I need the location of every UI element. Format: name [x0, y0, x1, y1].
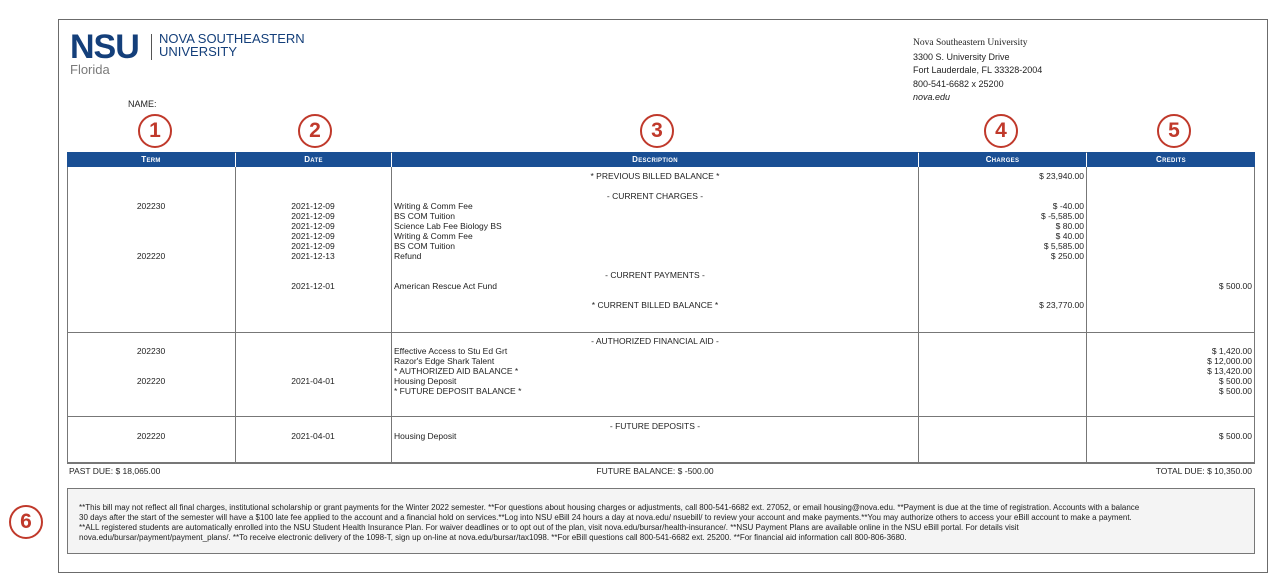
- address-line-2: 3300 S. University Drive: [913, 51, 1010, 62]
- aid-desc: Effective Access to Stu Ed Grt: [394, 346, 508, 356]
- charge-date: 2021-12-09: [291, 241, 335, 251]
- payment-date: 2021-12-01: [291, 281, 335, 291]
- charge-term: 202230: [136, 201, 166, 211]
- charge-desc: Refund: [394, 251, 422, 261]
- logo-location: Florida: [70, 62, 110, 77]
- charge-desc: Writing & Comm Fee: [394, 201, 473, 211]
- aid-credit: $ 12,000.00: [1207, 356, 1252, 366]
- charge-term: 202220: [136, 251, 166, 261]
- name-label: NAME:: [128, 99, 157, 109]
- charge-amount: $ -5,585.00: [1040, 211, 1084, 221]
- charge-amount: $ 250.00: [1050, 251, 1084, 261]
- charge-desc: Writing & Comm Fee: [394, 231, 473, 241]
- logo-mark: NSU: [70, 28, 139, 66]
- aid-desc: Housing Deposit: [394, 376, 457, 386]
- future-deposits-label: - FUTURE DEPOSITS -: [609, 421, 701, 431]
- footer-line: **This bill may not reflect all final charges, institutional scholarship or grant payments for the Winter 2022 semester. **For questions about housing charges or adjustments, call 800-541-6682 ext. 27052, or email housing@nova.edu. **Payment is due at the time of registration. Accounts with a balance: [79, 503, 1140, 512]
- header-credits: Credits: [1087, 152, 1255, 167]
- charge-amount: $ 40.00: [1055, 231, 1084, 241]
- deposit-credit: $ 500.00: [1218, 431, 1252, 441]
- previous-balance-label: * PREVIOUS BILLED BALANCE *: [590, 171, 720, 181]
- aid-date: 2021-04-01: [291, 376, 335, 386]
- marker-1: 1: [138, 114, 172, 148]
- previous-balance-amount: $ 23,940.00: [1039, 171, 1084, 181]
- footer-line: nova.edu/bursar/payment/payment_plans/. **To receive electronic delivery of the 1098-T, sign up on-line at nova.edu/bursar/tax1098. **For eBill questions call 800-541-6682 ext. 25200. **For financial aid information call 800-806-3680.: [79, 533, 907, 542]
- section-divider-1: [67, 332, 1255, 333]
- aid-term: 202230: [136, 346, 166, 356]
- footer-notes: [79, 503, 1249, 543]
- address-line-5: nova.edu: [913, 92, 951, 102]
- address-line-1: Nova Southeastern University: [913, 38, 1028, 48]
- future-balance-total: FUTURE BALANCE: $ -500.00: [596, 466, 714, 476]
- marker-6: 6: [9, 505, 43, 539]
- address-line-3: Fort Lauderdale, FL 33328-2004: [913, 65, 1043, 75]
- current-balance-label: * CURRENT BILLED BALANCE *: [591, 300, 719, 310]
- section-divider-2: [67, 416, 1255, 417]
- marker-2: 2: [298, 114, 332, 148]
- deposit-date: 2021-04-01: [291, 431, 335, 441]
- footer-line: 30 days after the start of the semester will have a $100 late fee applied to the account and a financial hold on services.**Log into NSU eBill 24 hours a day at nova.edu/ nsuebill/ to review your account and make payments.**You may authorize others to access your eBill account to make a payment.: [79, 513, 1132, 522]
- header-charges: Charges: [919, 152, 1086, 167]
- charge-date: 2021-12-13: [291, 251, 335, 261]
- divider-date-desc: [391, 167, 392, 463]
- payment-desc: American Rescue Act Fund: [394, 281, 497, 291]
- financial-aid-label: - AUTHORIZED FINANCIAL AID -: [591, 336, 719, 346]
- marker-3: 3: [640, 114, 674, 148]
- current-charges-label: - CURRENT CHARGES -: [606, 191, 704, 201]
- charge-date: 2021-12-09: [291, 201, 335, 211]
- footer-line: **ALL registered students are automatically enrolled into the NSU Student Health Insurance Plan. For waiver deadlines or to opt out of the plan, visit nova.edu/bursar/health-insurance/. **NSU Payment Plans are available online in the NSU eBill portal. For details visit: [79, 523, 1019, 532]
- charge-amount: $ -40.00: [1052, 201, 1084, 211]
- charge-date: 2021-12-09: [291, 211, 335, 221]
- header-term: Term: [67, 152, 235, 167]
- charge-date: 2021-12-09: [291, 221, 335, 231]
- charge-desc: Science Lab Fee Biology BS: [394, 221, 502, 231]
- charge-desc: BS COM Tuition: [394, 211, 455, 221]
- aid-term: 202220: [136, 376, 166, 386]
- logo-line1: NOVA SOUTHEASTERN: [159, 31, 305, 46]
- marker-4: 4: [984, 114, 1018, 148]
- deposit-term: 202220: [136, 431, 166, 441]
- university-address: [913, 37, 1042, 105]
- aid-desc: * AUTHORIZED AID BALANCE *: [394, 366, 519, 376]
- aid-credit: $ 13,420.00: [1207, 366, 1252, 376]
- address-line-4: 800-541-6682 x 25200: [913, 78, 1004, 89]
- charge-desc: BS COM Tuition: [394, 241, 455, 251]
- marker-5: 5: [1157, 114, 1191, 148]
- header-description: Description: [392, 152, 918, 167]
- aid-desc: * FUTURE DEPOSIT BALANCE *: [394, 386, 522, 396]
- total-due: TOTAL DUE: $ 10,350.00: [1155, 466, 1252, 476]
- aid-desc: Razor's Edge Shark Talent: [394, 356, 495, 366]
- charge-amount: $ 80.00: [1055, 221, 1084, 231]
- aid-credit: $ 1,420.00: [1211, 346, 1252, 356]
- current-payments-label: - CURRENT PAYMENTS -: [605, 270, 705, 280]
- aid-credit: $ 500.00: [1218, 376, 1252, 386]
- charge-amount: $ 5,585.00: [1043, 241, 1084, 251]
- header-date: Date: [236, 152, 391, 167]
- deposit-desc: Housing Deposit: [394, 431, 457, 441]
- charge-date: 2021-12-09: [291, 231, 335, 241]
- past-due-total: PAST DUE: $ 18,065.00: [69, 466, 161, 476]
- logo-university-name: [159, 32, 305, 58]
- aid-credit: $ 500.00: [1218, 386, 1252, 396]
- divider-charges-credits: [1086, 167, 1087, 463]
- section-divider-3: [67, 462, 1255, 463]
- payment-credit: $ 500.00: [1218, 281, 1252, 291]
- current-balance-amount: $ 23,770.00: [1039, 300, 1084, 310]
- logo-divider: [151, 34, 152, 60]
- logo-line2: UNIVERSITY: [159, 44, 238, 59]
